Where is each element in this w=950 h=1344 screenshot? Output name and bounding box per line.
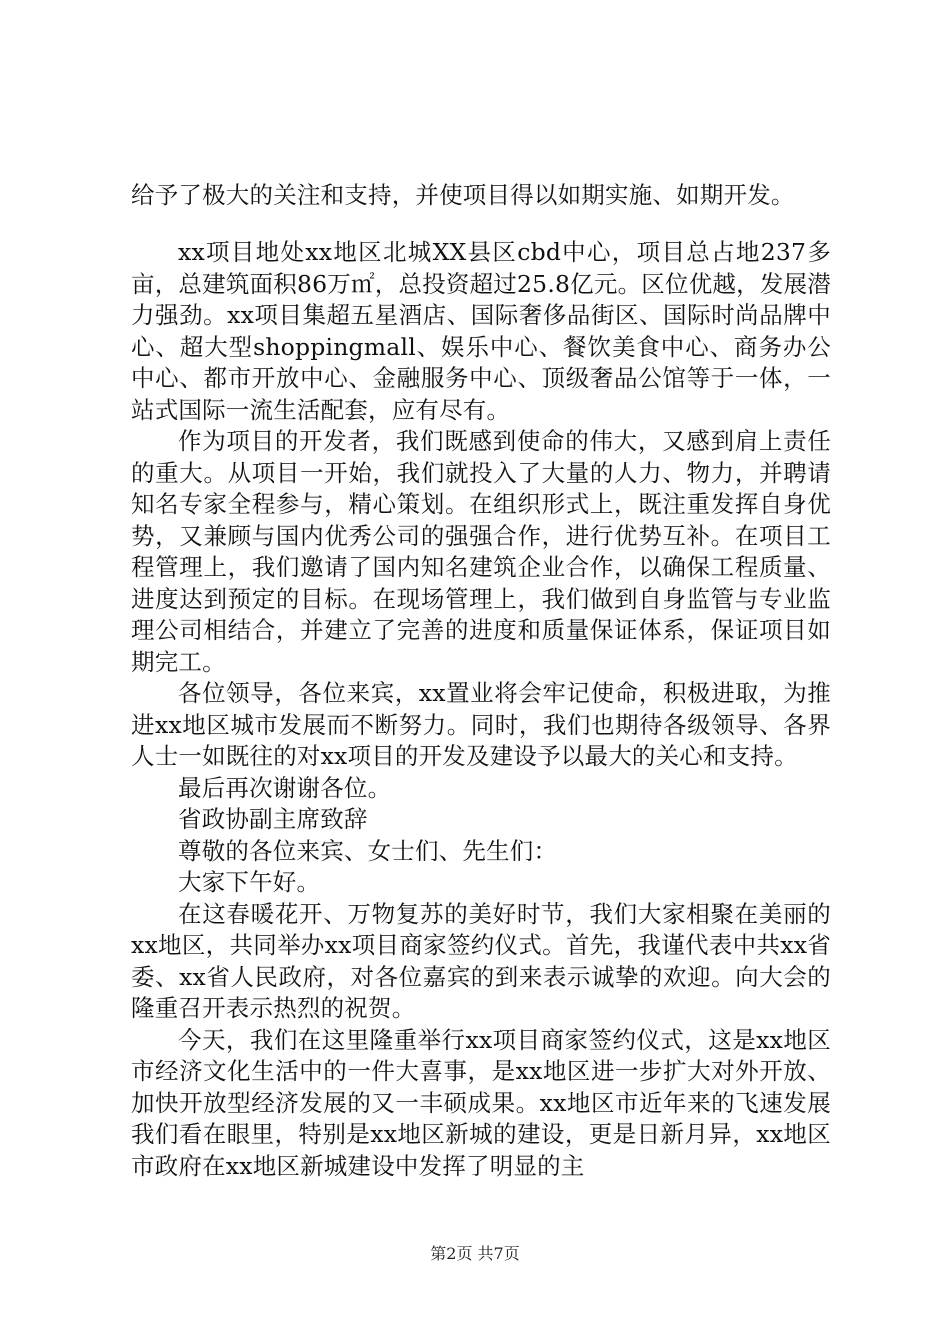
paragraph-thanks: 最后再次谢谢各位。 <box>178 773 392 802</box>
paragraph-commitment: 各位领导，各位来宾，xx置业将会牢记使命，积极进取，为推进xx地区城市发展而不断努力。同时，我们也期待各级领导、各界人士一如既往的对xx项目的开发及建设予以最大的关心和支持。 <box>131 679 831 770</box>
continued-paragraph: 给予了极大的关注和支持，并使项目得以如期实施、如期开发。 <box>131 181 795 209</box>
paragraph-ceremony: 今天，我们在这里隆重举行xx项目商家签约仪式，这是xx地区市经济文化生活中的一件大喜事，是xx地区进一步扩大对外开放、加快开放型经济发展的又一丰硕成果。xx地区市近年来的飞速发展我们看在眼里，特别是xx地区新城的建设，更是日新月异，xx地区市政府在xx地区新城建设中发挥了明显的主 <box>131 1025 831 1180</box>
main-text-block <box>131 237 831 1182</box>
page-footer <box>0 1244 950 1264</box>
paragraph-project-overview: xx项目地处xx地区北城XX县区cbd中心，项目总占地237多亩，总建筑面积86万㎡，总投资超过25.8亿元。区位优越，发展潜力强劲。xx项目集超五星酒店、国际奢侈品街区、国际时尚品牌中心、超大型shoppingmall、娱乐中心、餐饮美食中心、商务办公中心、都市开放中心、金融服务中心、顶级奢品公馆等于一体，一站式国际一流生活配套，应有尽有。 <box>131 238 831 424</box>
paragraph-welcome: 在这春暖花开、万物复苏的美好时节，我们大家相聚在美丽的xx地区，共同举办xx项目商家签约仪式。首先，我谨代表中共xx省委、xx省人民政府，对各位嘉宾的到来表示诚挚的欢迎。向大会的隆重召开表示热烈的祝贺。 <box>131 899 831 1022</box>
page-number-indicator: 第2页 共7页 <box>430 1244 520 1263</box>
salutation: 尊敬的各位来宾、女士们、先生们： <box>178 836 558 865</box>
greeting: 大家下午好。 <box>178 868 321 896</box>
speech-heading: 省政协副主席致辞 <box>178 805 368 833</box>
paragraph-developer-role: 作为项目的开发者，我们既感到使命的伟大，又感到肩上责任的重大。从项目一开始，我们就投入了大量的人力、物力，并聘请知名专家全程参与，精心策划。在组织形式上，既注重发挥自身优势，又兼顾与国内优秀公司的强强合作，进行优势互补。在项目工程管理上，我们邀请了国内知名建筑企业合作，以确保工程质量、进度达到预定的目标。在现场管理上，我们做到自身监管与专业监理公司相结合，并建立了完善的进度和质量保证体系，保证项目如期完工。 <box>131 427 831 676</box>
lead-text-block <box>131 180 831 212</box>
